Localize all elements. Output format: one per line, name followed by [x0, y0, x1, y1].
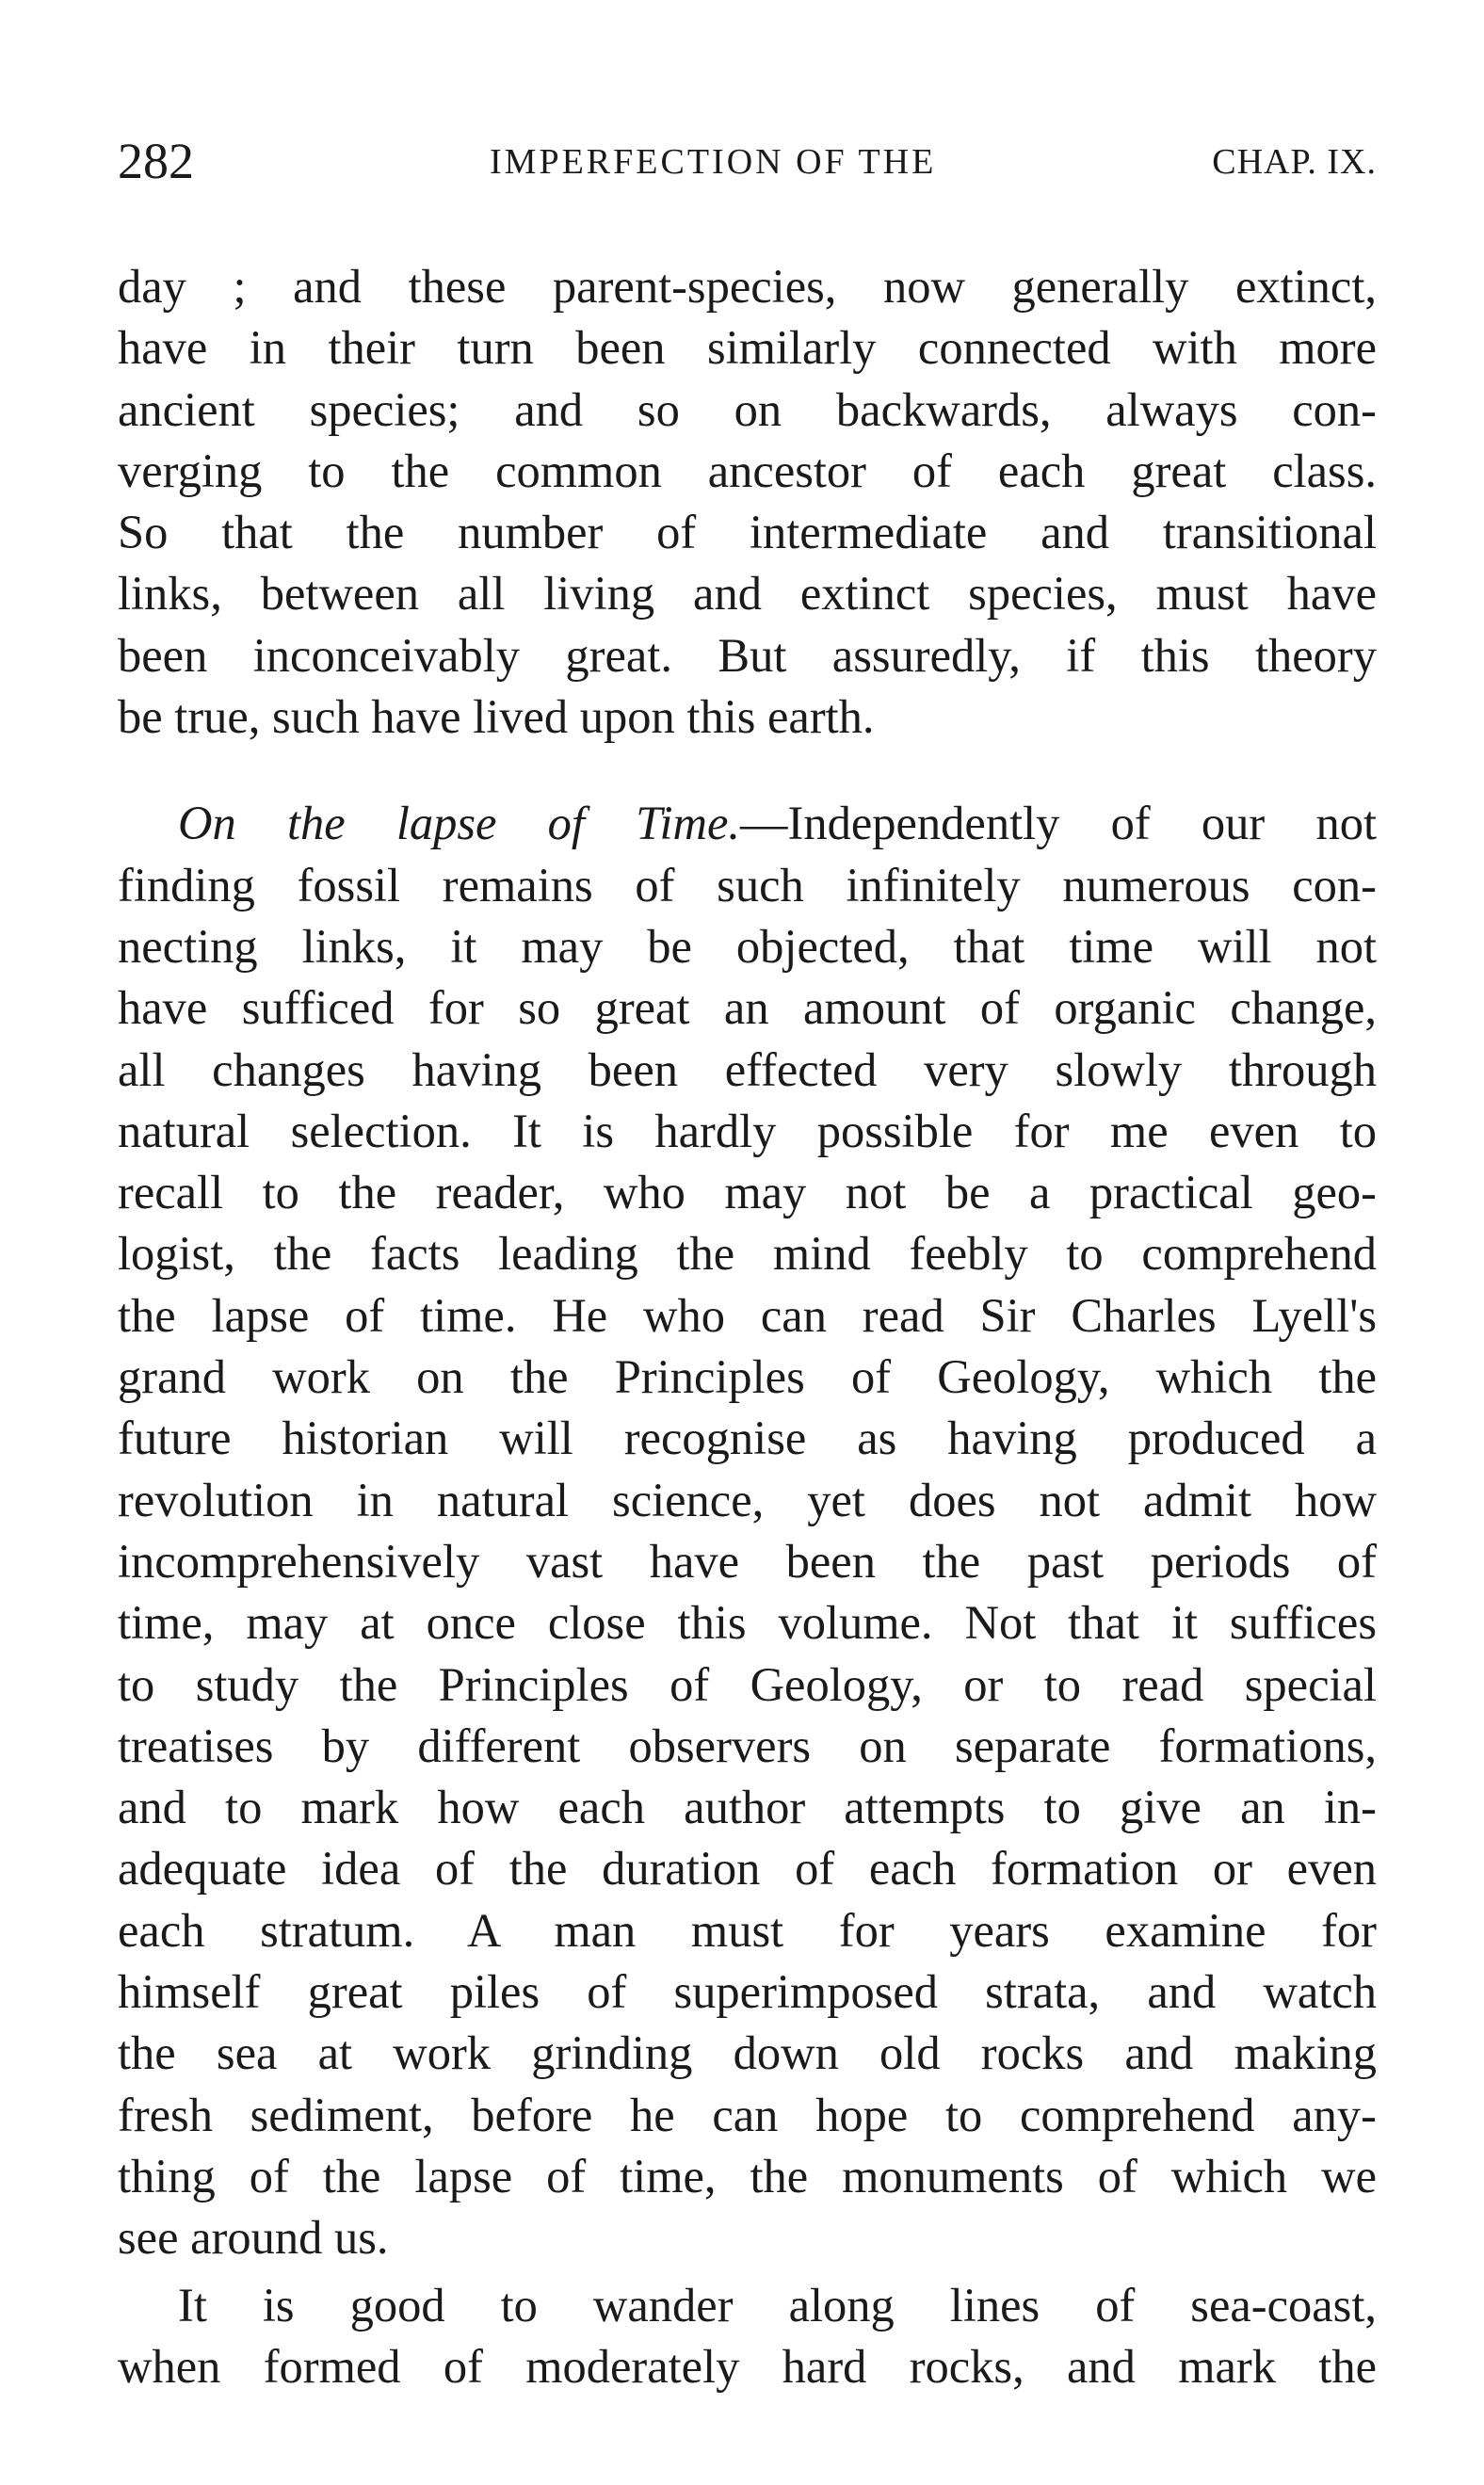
text-line: the sea at work grinding down old rocks and making: [118, 2026, 1377, 2080]
book-page: [118, 132, 1377, 2397]
text-line: verging to the common ancestor of each great class.: [118, 444, 1377, 497]
text-line: It is good to wander along lines of sea-coast,: [178, 2278, 1377, 2332]
paragraph-2: [118, 793, 1377, 2268]
paragraph-3: [118, 2275, 1377, 2398]
text-line-with-heading: [118, 793, 1377, 854]
text-line: finding fossil remains of such infinitely numerous con-: [118, 858, 1377, 912]
text-line: revolution in natural science, yet does not admit how: [118, 1473, 1377, 1526]
text-line: day ; and these parent-species, now generally extinct,: [118, 260, 1377, 313]
text-line: and to mark how each author attempts to give an in-: [118, 1781, 1377, 1834]
text-line: all changes having been effected very slowly through: [118, 1042, 1377, 1096]
text-line: have sufficed for so great an amount of organic change,: [118, 981, 1377, 1035]
text-line: links, between all living and extinct species, must have: [118, 567, 1377, 621]
text-line: adequate idea of the duration of each formation or even: [118, 1842, 1377, 1896]
text-line: see around us.: [118, 2211, 389, 2265]
text-line: been inconceivably great. But assuredly, if this theory: [118, 628, 1377, 682]
text-line: to study the Principles of Geology, or to read special: [118, 1657, 1377, 1711]
text-line: thing of the lapse of time, the monuments of which we: [118, 2149, 1377, 2203]
section-heading: On the lapse of Time.: [178, 797, 741, 850]
text-line: future historian will recognise as having produced a: [118, 1412, 1377, 1465]
text-line: have in their turn been similarly connected with more: [118, 321, 1377, 375]
text-line: time, may at once close this volume. Not that it suffices: [118, 1596, 1377, 1650]
text-line: fresh sediment, before he can hope to comprehend any-: [118, 2088, 1377, 2141]
text-line: be true, such have lived upon this earth.: [118, 690, 875, 744]
text-line: each stratum. A man must for years examine for: [118, 1903, 1377, 1957]
heading-line-rest: —Independently of our not: [740, 797, 1377, 850]
text-line: ancient species; and so on backwards, always con-: [118, 382, 1377, 436]
text-line: So that the number of intermediate and transitional: [118, 506, 1377, 559]
text-line: natural selection. It is hardly possible for me even to: [118, 1104, 1377, 1157]
paragraph-1: [118, 256, 1377, 748]
running-title: IMPERFECTION OF THE: [490, 142, 937, 182]
text-line: grand work on the Principles of Geology, which the: [118, 1350, 1377, 1404]
text-line: incomprehensively vast have been the past periods of: [118, 1534, 1377, 1588]
text-line: the lapse of time. He who can read Sir Charles Lyell's: [118, 1288, 1377, 1342]
text-line: recall to the reader, who may not be a practical geo-: [118, 1166, 1377, 1219]
page-number: 282: [118, 133, 194, 189]
text-line: himself great piles of superimposed strata, and watch: [118, 1965, 1377, 2019]
text-line: treatises by different observers on separate formations,: [118, 1719, 1377, 1772]
text-line: when formed of moderately hard rocks, and mark the: [118, 2339, 1377, 2393]
running-head: [118, 132, 1377, 198]
chapter-label: CHAP. IX.: [1212, 142, 1377, 182]
text-line: necting links, it may be objected, that time will not: [118, 919, 1377, 973]
text-line: logist, the facts leading the mind feebly to comprehend: [118, 1227, 1377, 1281]
